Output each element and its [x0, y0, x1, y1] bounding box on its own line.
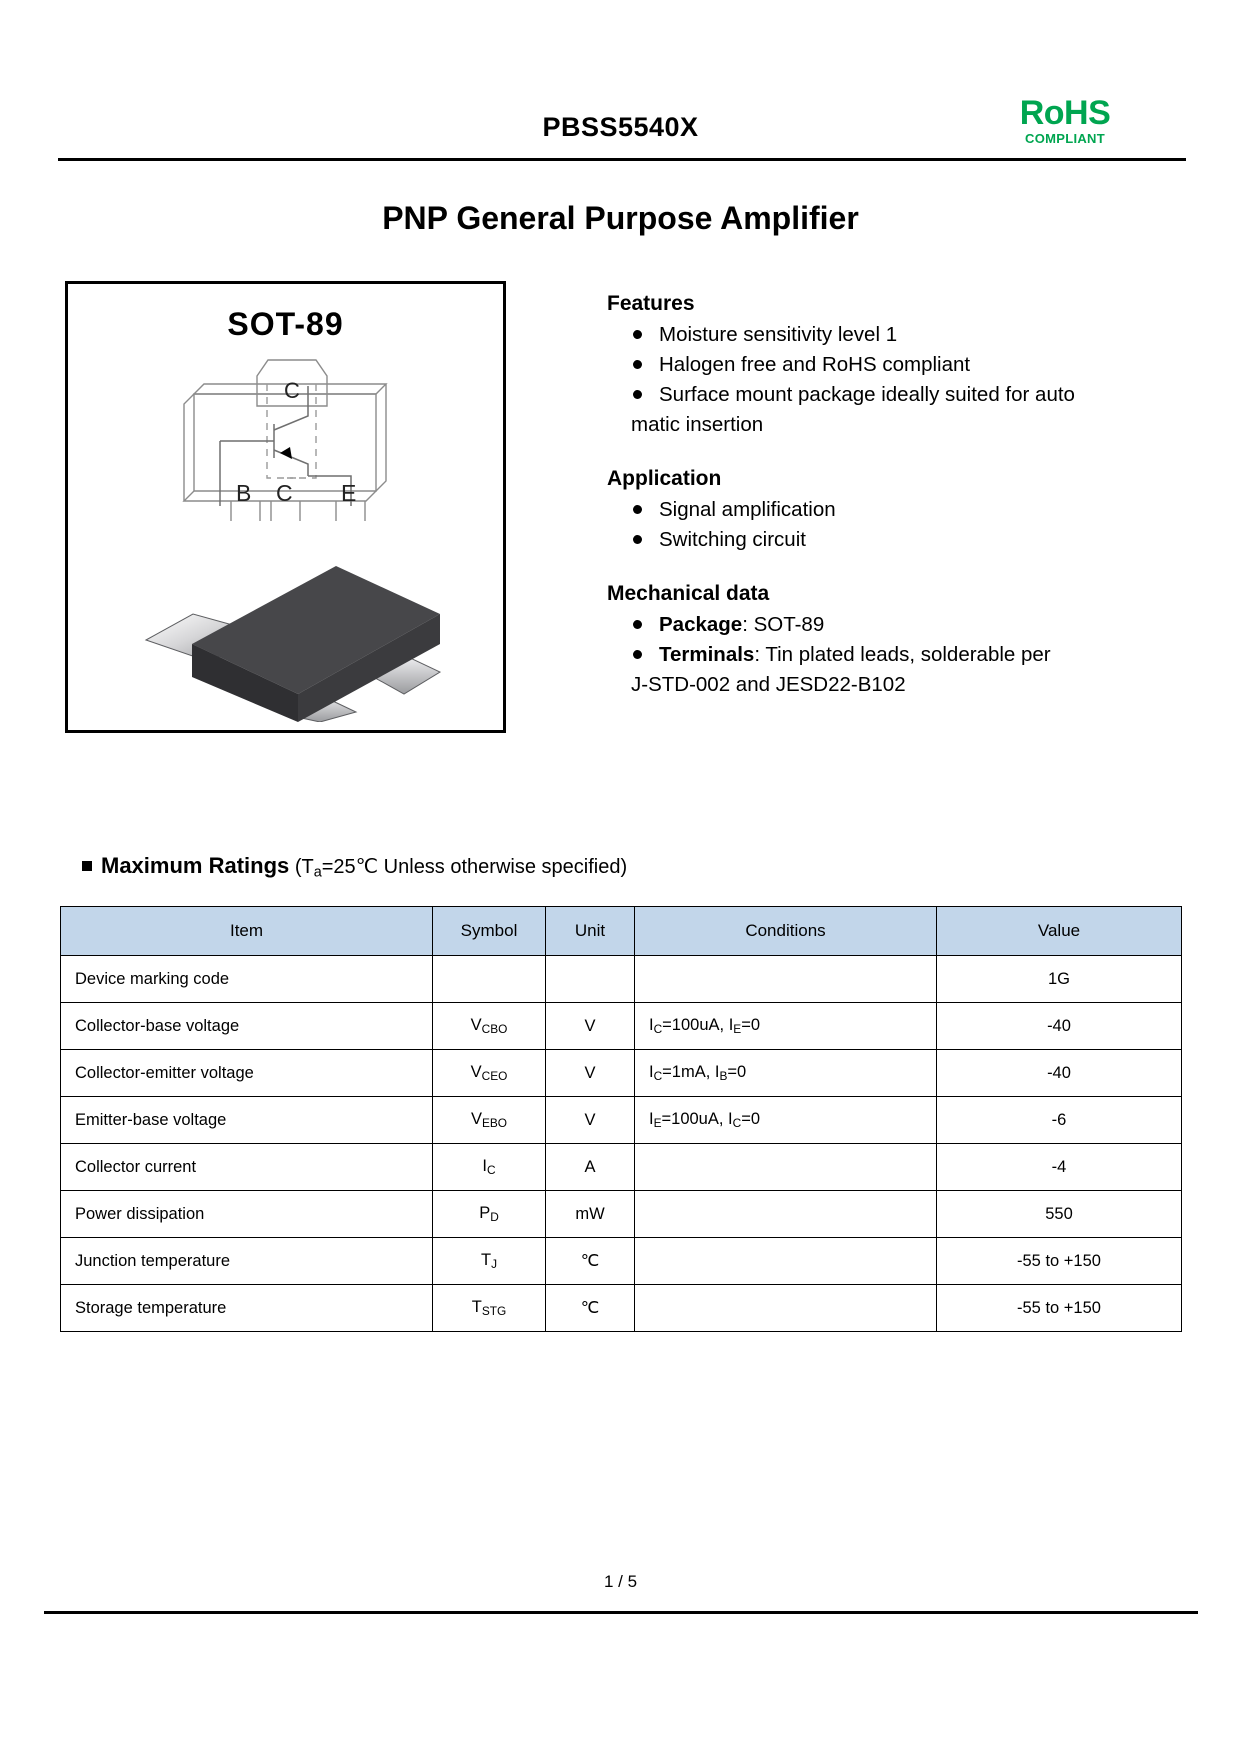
column-header-conditions: Conditions	[635, 907, 937, 956]
table-row	[61, 1003, 1182, 1050]
features-list	[607, 320, 1167, 409]
ratings-heading-pre: (T	[294, 856, 314, 878]
feature-text: Moisture sensitivity level 1	[659, 323, 898, 346]
bullet-icon	[633, 360, 642, 369]
package-3d-svg	[68, 522, 503, 722]
maximum-ratings-table	[60, 906, 1182, 1332]
list-item	[631, 495, 1167, 524]
bullet-icon	[633, 650, 642, 659]
application-text: Signal amplification	[659, 498, 836, 521]
page-title: PNP General Purpose Amplifier	[382, 200, 859, 236]
cell-item: Storage temperature	[61, 1285, 433, 1332]
table-header	[61, 907, 1182, 956]
table-row	[61, 956, 1182, 1003]
column-header-symbol: Symbol	[433, 907, 546, 956]
cell-value: -4	[937, 1144, 1182, 1191]
cell-conditions	[635, 956, 937, 1003]
cell-unit: ℃	[546, 1238, 635, 1285]
rohs-compliant-text: COMPLIANT	[1025, 131, 1105, 146]
features-heading: Features	[607, 292, 695, 315]
column-header-unit: Unit	[546, 907, 635, 956]
cell-value: -55 to +150	[937, 1285, 1182, 1332]
list-item	[631, 525, 1167, 554]
terminals-value: : Tin plated leads, solderable per	[754, 643, 1051, 666]
cell-item: Junction temperature	[61, 1238, 433, 1285]
product-info-column	[607, 292, 1167, 699]
cell-value: -55 to +150	[937, 1238, 1182, 1285]
part-number-title: PBSS5540X	[542, 112, 699, 142]
table-row	[61, 1285, 1182, 1332]
mechanical-data-heading: Mechanical data	[607, 582, 770, 605]
cell-unit: ℃	[546, 1285, 635, 1332]
bullet-icon	[633, 620, 642, 629]
pin-label-row	[68, 480, 503, 520]
column-header-item: Item	[61, 907, 433, 956]
cell-conditions: $I_C=1mA$, $I_B=0$	[635, 1050, 937, 1097]
cell-conditions	[635, 1144, 937, 1191]
cell-unit: mW	[546, 1191, 635, 1238]
list-item	[631, 640, 1167, 669]
bullet-icon	[633, 505, 642, 514]
ratings-heading-sub: a	[313, 864, 322, 881]
pin-label-e: E	[341, 480, 357, 506]
list-item	[631, 350, 1167, 379]
cell-symbol: $T_J$	[433, 1238, 546, 1285]
package-figure-box	[65, 281, 506, 733]
cell-unit: A	[546, 1144, 635, 1191]
pnp-arrow-icon	[280, 447, 292, 459]
feature-text: Surface mount package ideally suited for auto	[659, 383, 1075, 406]
package-label: Package	[659, 613, 743, 636]
cell-value: -6	[937, 1097, 1182, 1144]
ratings-heading-bold: Maximum Ratings	[101, 853, 290, 878]
package-name-label: SOT-89	[227, 306, 344, 342]
cell-conditions: $I_C=100uA$, $I_E=0$	[635, 1003, 937, 1050]
table-row	[61, 1097, 1182, 1144]
page-header	[0, 0, 1241, 170]
cell-symbol: $T_{STG}$	[433, 1285, 546, 1332]
cell-conditions	[635, 1285, 937, 1332]
pin-label-b: B	[236, 480, 252, 506]
maximum-ratings-heading	[82, 853, 627, 881]
pin-label-c-top: C	[284, 378, 300, 403]
cell-item: Power dissipation	[61, 1191, 433, 1238]
bullet-icon	[633, 535, 642, 544]
table-row	[61, 1238, 1182, 1285]
cell-value: -40	[937, 1050, 1182, 1097]
cell-symbol: $V_{CBO}$	[433, 1003, 546, 1050]
rohs-compliant-logo	[995, 96, 1135, 145]
cell-value: 550	[937, 1191, 1182, 1238]
feature-text: Halogen free and RoHS compliant	[659, 353, 971, 376]
bullet-icon	[633, 330, 642, 339]
list-item	[631, 320, 1167, 349]
cell-item: Collector-base voltage	[61, 1003, 433, 1050]
table-row	[61, 1191, 1182, 1238]
cell-conditions: $I_E=100uA$, $I_C=0$	[635, 1097, 937, 1144]
cell-item: Collector-emitter voltage	[61, 1050, 433, 1097]
page-number: 1 / 5	[603, 1572, 638, 1591]
cell-symbol: $V_{CEO}$	[433, 1050, 546, 1097]
cell-symbol: $V_{EBO}$	[433, 1097, 546, 1144]
column-header-value: Value	[937, 907, 1182, 956]
list-item	[631, 380, 1167, 409]
footer-divider	[44, 1611, 1198, 1614]
cell-item: Collector current	[61, 1144, 433, 1191]
package-value: : SOT-89	[742, 613, 825, 636]
cell-unit: V	[546, 1097, 635, 1144]
cell-unit	[546, 956, 635, 1003]
header-divider	[58, 158, 1186, 161]
cell-value: 1G	[937, 956, 1182, 1003]
cell-unit: V	[546, 1050, 635, 1097]
pin-label-c: C	[276, 480, 293, 506]
mechanical-data-list	[607, 610, 1167, 669]
table-row	[61, 1050, 1182, 1097]
terminals-label: Terminals	[659, 643, 755, 666]
table-header-row	[61, 907, 1182, 956]
mechanical-continuation: J-STD-002 and JESD22-B102	[631, 673, 906, 696]
package-3d-photo	[68, 522, 503, 722]
application-heading: Application	[607, 467, 722, 490]
cell-value: -40	[937, 1003, 1182, 1050]
cell-item: Emitter-base voltage	[61, 1097, 433, 1144]
cell-conditions	[635, 1191, 937, 1238]
table-row	[61, 1144, 1182, 1191]
cell-symbol	[433, 956, 546, 1003]
application-list	[607, 495, 1167, 554]
list-item	[631, 610, 1167, 639]
cell-symbol: $I_C$	[433, 1144, 546, 1191]
cell-item: Device marking code	[61, 956, 433, 1003]
table-body	[61, 956, 1182, 1332]
square-bullet-icon	[82, 861, 92, 871]
application-text: Switching circuit	[659, 528, 806, 551]
feature-continuation: matic insertion	[631, 413, 764, 436]
cell-symbol: $P_D$	[433, 1191, 546, 1238]
rohs-logo-text: RoHS	[1019, 94, 1111, 132]
cell-conditions	[635, 1238, 937, 1285]
bullet-icon	[633, 390, 642, 399]
ratings-heading-post: =25℃ Unless otherwise specified)	[321, 856, 628, 878]
cell-unit: V	[546, 1003, 635, 1050]
